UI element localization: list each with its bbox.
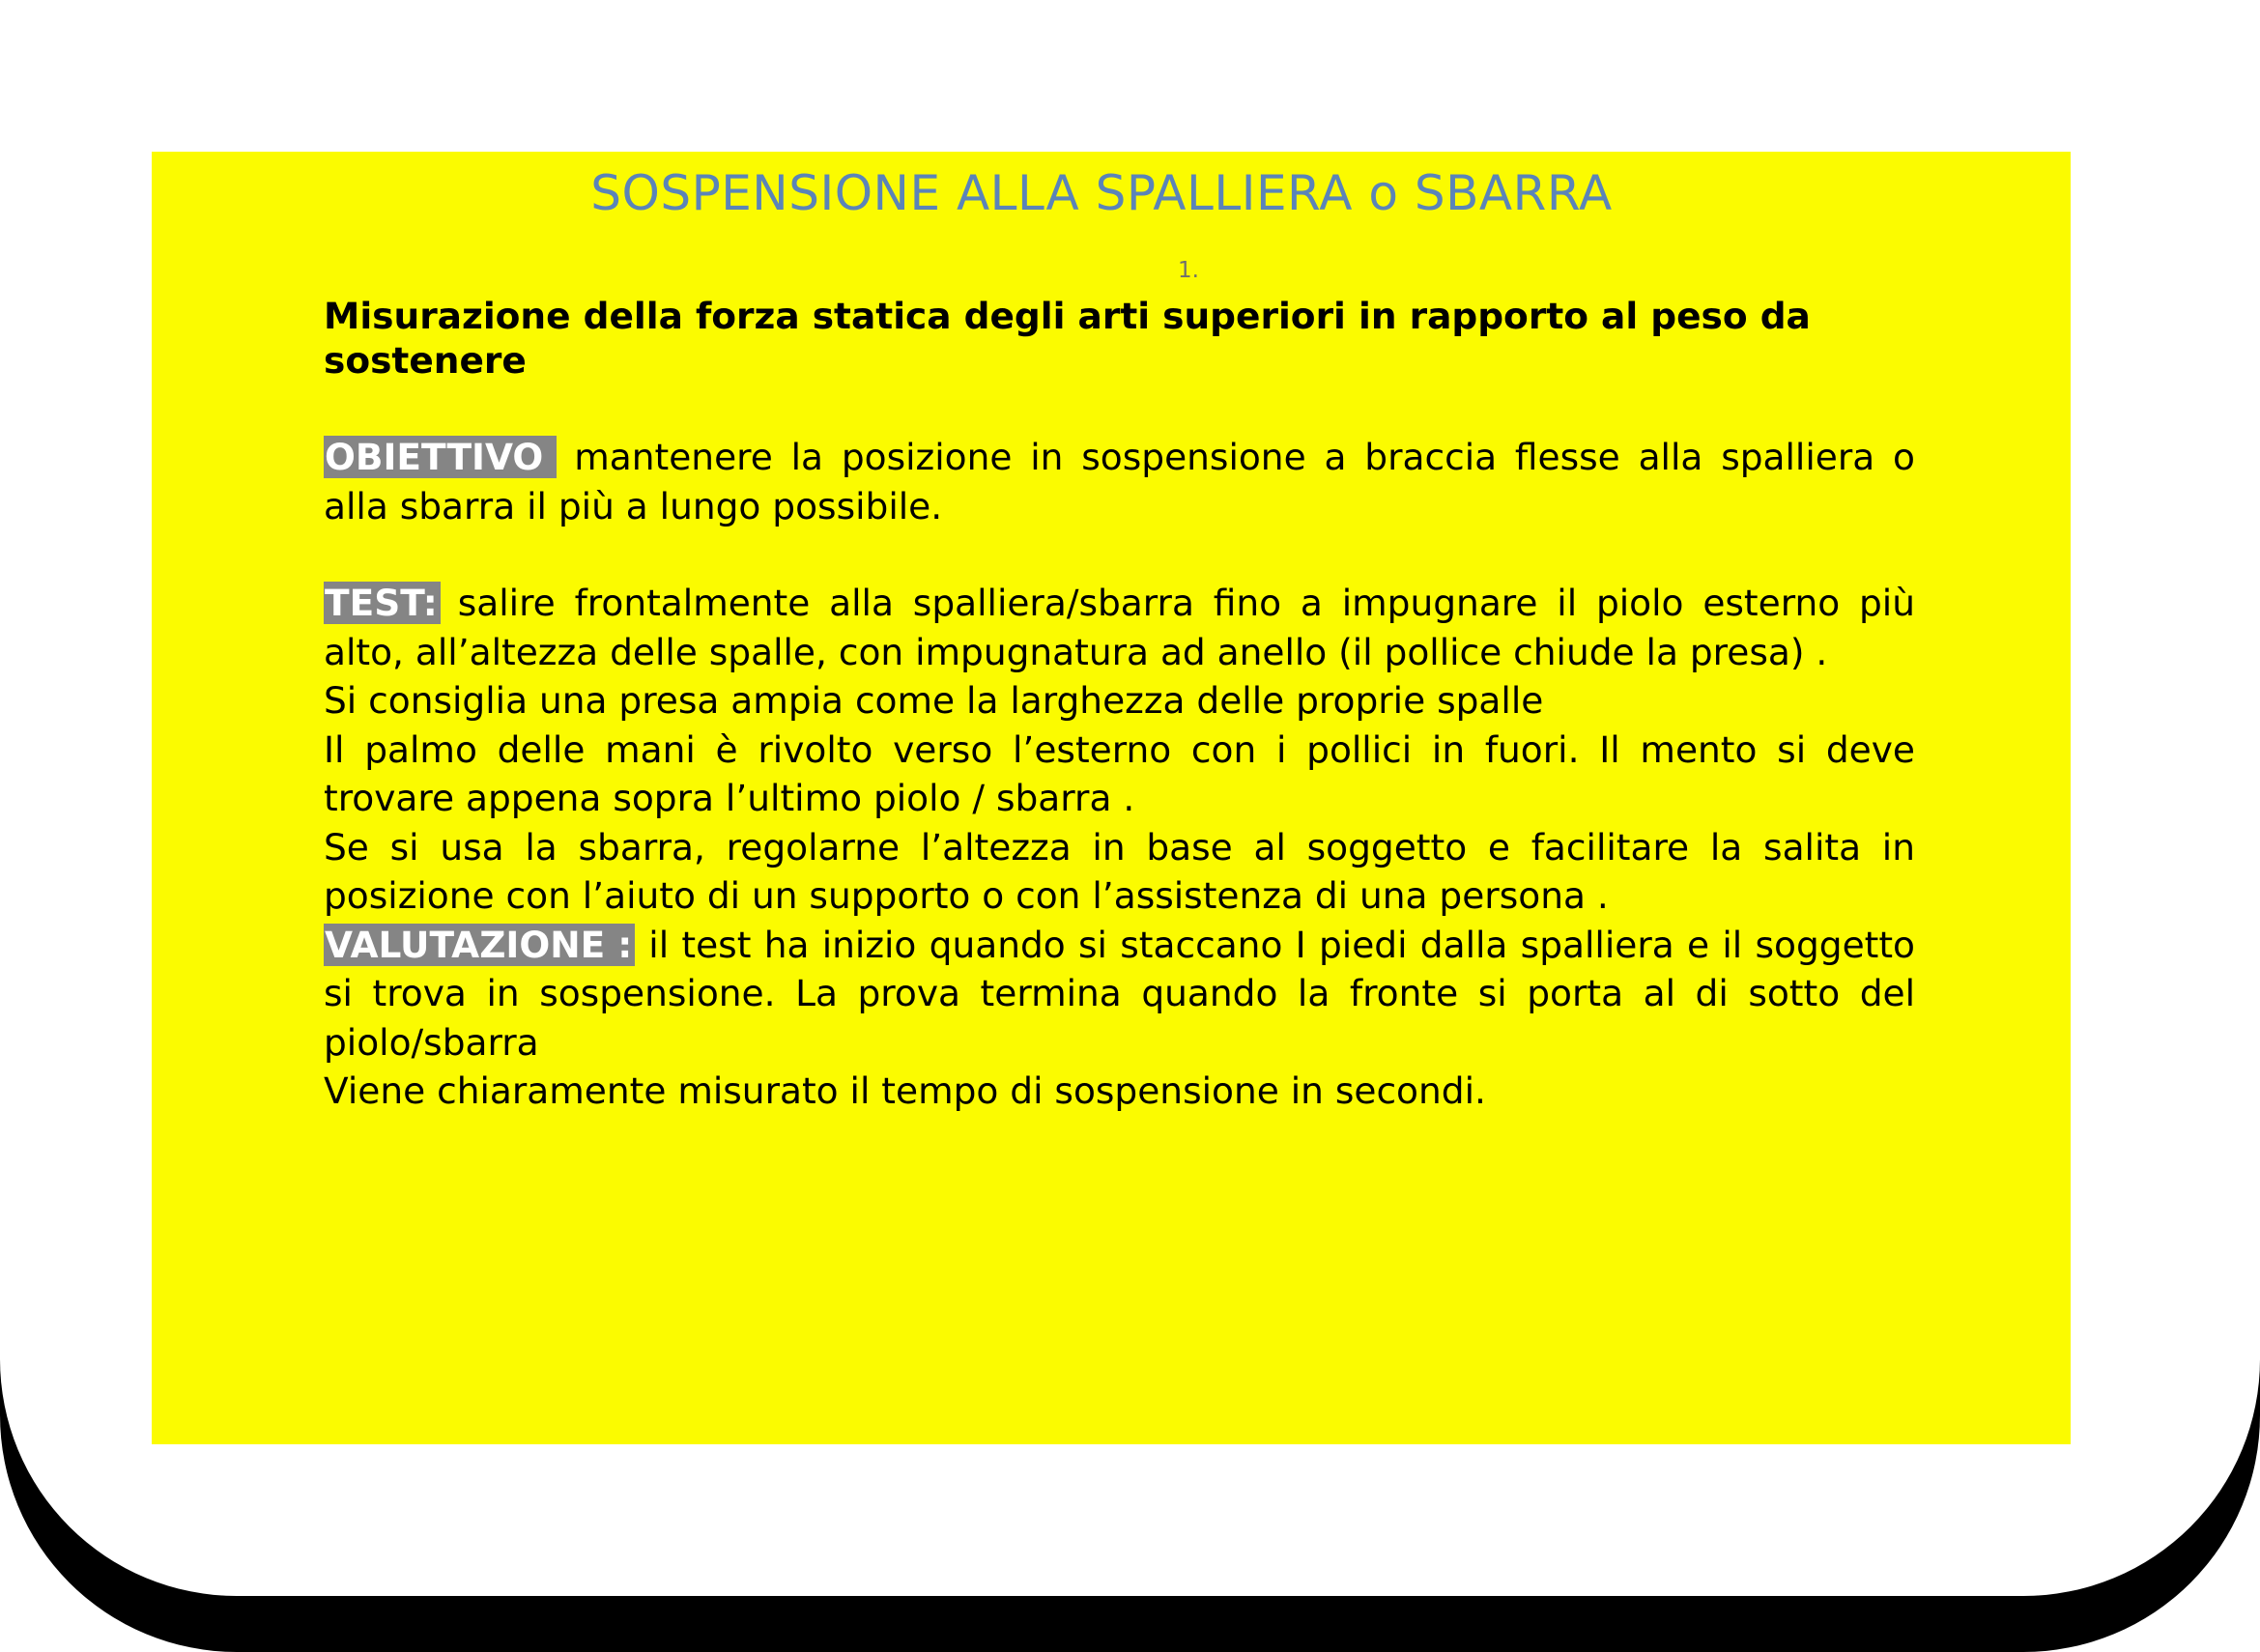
evaluation-label: VALUTAZIONE : xyxy=(324,924,635,966)
objective-text: mantenere la posizione in sospensione a braccia flesse alla spalliera o alla sbarra il più a lungo possibile. xyxy=(324,436,1915,527)
test-label: TEST: xyxy=(324,582,441,624)
objective-paragraph xyxy=(324,433,1915,530)
slide-content xyxy=(324,294,1915,1116)
evaluation-text: il test ha inizio quando si staccano I piedi dalla spalliera e il soggetto si trova in sospensione. La prova termina quando la fronte si porta al di sotto del piolo/sbarra xyxy=(324,923,1915,1064)
test-grip-paragraph: Si consiglia una presa ampia come la larghezza delle proprie spalle xyxy=(324,679,1544,722)
slide-title: SOSPENSIONE ALLA SPALLIERA o SBARRA xyxy=(590,165,1613,221)
objective-label: OBIETTIVO xyxy=(324,436,557,478)
test-bar-paragraph: Se si usa la sbarra, regolarne l’altezza in base al soggetto e facilitare la salita in posizione con l’aiuto di un supporto o con l’assistenza di una persona . xyxy=(324,825,1915,917)
test-text: salire frontalmente alla spalliera/sbarra fino a impugnare il piolo esterno più alto, all’altezza delle spalle, con impugnatura ad anello (il pollice chiude la presa) . xyxy=(324,582,1915,673)
evaluation-paragraph xyxy=(324,921,1915,1068)
slide-subtitle: Misurazione della forza statica degli arti superiori in rapporto al peso da sostenere xyxy=(324,295,1811,382)
slide-number: 1. xyxy=(1178,258,1199,283)
test-paragraph xyxy=(324,579,1915,676)
evaluation-time-paragraph: Viene chiaramente misurato il tempo di sospensione in secondi. xyxy=(324,1069,1486,1112)
test-palm-paragraph: Il palmo delle mani è rivolto verso l’esterno con i pollici in fuori. Il mento si deve trovare appena sopra l’ultimo piolo / sbarra . xyxy=(324,727,1915,819)
